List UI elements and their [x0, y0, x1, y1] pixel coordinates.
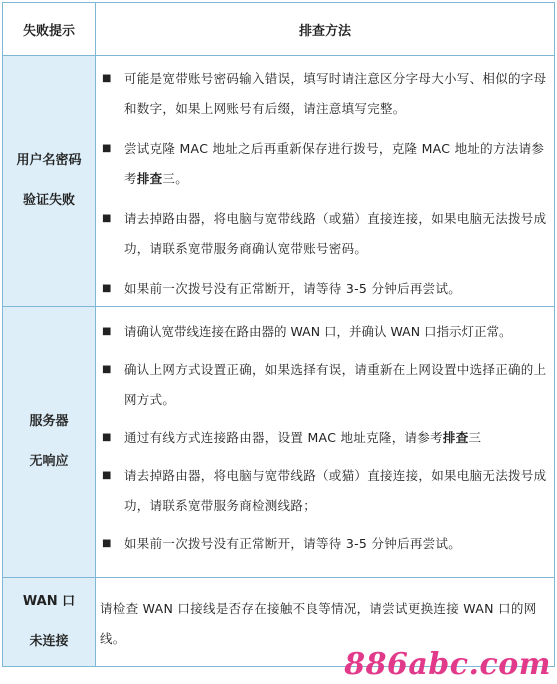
- list-item: [96, 461, 554, 521]
- list-item: [96, 274, 554, 304]
- method-list: [96, 307, 554, 577]
- bullet-icon: ■: [102, 283, 112, 294]
- list-item: [96, 355, 554, 415]
- row-label-wan-disconnected: [3, 578, 96, 667]
- list-item-text: 确认上网方式设置正确，如果选择有误，请重新在上网设置中选择正确的上网方式。: [124, 362, 547, 407]
- row-label-auth-failed: [3, 56, 96, 307]
- list-item-text: 三。: [162, 171, 189, 186]
- list-item: [96, 529, 554, 559]
- method-cell: [96, 56, 555, 307]
- bullet-icon: ■: [102, 326, 112, 337]
- header-row: [3, 3, 555, 56]
- watermark: 886abc.com: [344, 647, 551, 682]
- method-paragraph: 请检查 WAN 口接线是否存在接触不良等情况，请尝试更换连接 WAN 口的网线。: [100, 601, 537, 646]
- bullet-icon: ■: [102, 213, 112, 224]
- list-item: [96, 134, 554, 194]
- list-item-text: 可能是宽带账号密码输入错误，填写时请注意区分字母大小写、相似的字母和数字，如果上网账号有后缀，请注意填写完整。: [124, 71, 547, 116]
- emphasis-text: 排查: [442, 430, 469, 445]
- bullet-icon: ■: [102, 538, 112, 549]
- emphasis-text: 排查: [136, 171, 163, 186]
- table-row: [3, 307, 555, 578]
- list-item: [96, 423, 554, 453]
- list-item-text: 如果前一次拨号没有正常断开，请等待 3-5 分钟后再尝试。: [124, 281, 462, 296]
- row-label-line: 验证失败: [22, 193, 75, 208]
- method-cell: [96, 307, 555, 578]
- method-list: [96, 56, 554, 306]
- bullet-icon: ■: [102, 364, 112, 375]
- list-item-text: 尝试克隆 MAC 地址之后再重新保存进行拨号，克隆 MAC 地址的方法请参考: [124, 141, 545, 186]
- list-item-text: 三: [468, 430, 482, 445]
- list-item-text: 请去掉路由器，将电脑与宽带线路（或猫）直接连接，如果电脑无法拨号成功，请联系宽带服务商确认宽带账号密码。: [124, 211, 547, 256]
- row-label-line: 服务器: [29, 414, 69, 429]
- row-label-line: 用户名密码: [16, 153, 82, 168]
- row-label-line: WAN 口: [22, 594, 76, 609]
- troubleshooting-table: [2, 2, 555, 667]
- list-item: [96, 204, 554, 264]
- list-item-text: 如果前一次拨号没有正常断开，请等待 3-5 分钟后再尝试。: [124, 536, 462, 551]
- header-troubleshooting-method: 排查方法: [96, 3, 555, 56]
- bullet-icon: ■: [102, 143, 112, 154]
- row-label-no-response: [3, 307, 96, 578]
- list-item: [96, 317, 554, 347]
- row-label-line: 未连接: [29, 634, 69, 649]
- list-item-text: 请确认宽带线连接在路由器的 WAN 口，并确认 WAN 口指示灯正常。: [124, 324, 512, 339]
- list-item-text: 请去掉路由器，将电脑与宽带线路（或猫）直接连接，如果电脑无法拨号成功，请联系宽带服务商检测线路；: [124, 468, 547, 513]
- header-failure-prompt: 失败提示: [3, 3, 96, 56]
- list-item: [96, 64, 554, 124]
- row-label-line: 无响应: [29, 454, 69, 469]
- list-item-text: 通过有线方式连接路由器，设置 MAC 地址克隆，请参考: [124, 430, 443, 445]
- bullet-icon: ■: [102, 73, 112, 84]
- bullet-icon: ■: [102, 470, 112, 481]
- table-row: [3, 56, 555, 307]
- bullet-icon: ■: [102, 432, 112, 443]
